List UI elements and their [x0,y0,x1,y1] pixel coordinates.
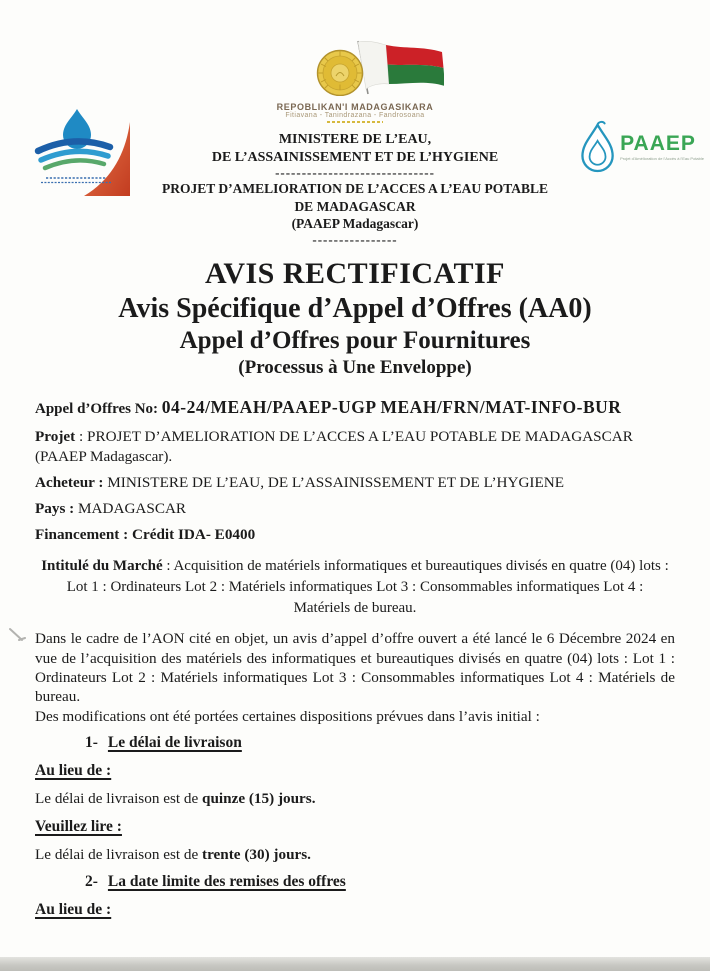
financement-label: Financement : Crédit IDA- E0400 [35,526,256,544]
modification-1-veuillez-line [35,845,675,865]
intitule-marche-label: Intitulé du Marché [41,558,163,575]
delai-trente-jours: trente (30) jours. [202,846,311,863]
project-name-line3: (PAAEP Madagascar) [291,216,419,232]
au-lieu-de-text: Au lieu de : [35,761,112,779]
intitule-marche-block [35,556,675,619]
emblem-divider [327,121,383,123]
pays-value: MADAGASCAR [74,500,187,518]
appel-offres-label: Appel d’Offres No: [35,401,162,418]
projet-value: : PROJET D’AMELIORATION DE L’ACCES A L’EAU POTABLE DE MADAGASCAR (PAAEP Madagascar). [35,428,633,466]
ministry-name-line1: MINISTERE DE L’EAU, [278,132,432,147]
paaep-logo-name: PAAEP [620,132,696,155]
header-divider-2: ---------------- [312,231,398,247]
modification-1-au-lieu-label [35,761,675,781]
financement-line [35,525,675,545]
modification-item-2 [85,872,675,892]
header-divider-1: ------------------------------ [275,165,435,180]
project-name-line1: PROJET D’AMELIORATION DE L’ACCES A L’EAU POTABLE [161,181,549,197]
ministry-name-line2: DE L’ASSAINISSEMENT ET DE L’HYGIENE [211,149,499,165]
scan-shadow-strip [0,957,710,971]
project-name-line2: DE MADAGASCAR [294,198,416,214]
document-title-block [0,256,710,380]
document-header [0,0,710,256]
acheteur-line [35,473,675,493]
emblem-motto: Fitiavana - Tanindrazana - Fandrosoana [285,112,425,119]
appel-offres-number-line [35,395,675,421]
modification-1-au-lieu-line [35,789,675,809]
modification-2-number: 2- [85,872,98,890]
acheteur-value: MINISTERE DE L’EAU, DE L’ASSAINISSEMENT ET DE L’HYGIENE [103,474,564,492]
delai-quinze-jours: quinze (15) jours. [202,790,316,808]
pays-label: Pays : [35,500,75,518]
title-appel-offres: Appel d’Offres pour Fournitures [179,326,531,354]
projet-label: Projet [35,428,76,446]
madagascar-flag-seal-icon [266,40,444,96]
pays-line [35,499,675,519]
projet-line [35,427,675,467]
delai-prefix: Le délai de livraison est de [35,790,203,808]
appel-offres-number: 04-24/MEAH/PAAEP-UGP MEAH/FRN/MAT-INFO-BUR [161,397,622,418]
acheteur-label: Acheteur : [35,474,104,492]
modification-2-title: La date limite des remises des offres [107,872,346,890]
veuillez-lire-text: Veuillez lire : [35,817,122,835]
paaep-logo [578,118,704,176]
title-avis-specifique: Avis Spécifique d’Appel d’Offres (AA0) [118,293,592,324]
body-paragraph-1: Dans le cadre de l’AON cité en objet, un avis d’appel d’offre ouvert a été lancé le 6 Décembre 2024 en vue de l’acquisition des matériels des informatiques et bureautiques divisés en quatre (04) lots : Lot 1 : Ordinateurs Lot 2 : Matériels informatiques Lot 3 : Consommables informatiques Lot 4 : Matériels de bureau. [35,630,675,706]
title-processus: (Processus à Une Enveloppe) [238,356,472,378]
title-avis-rectificatif: AVIS RECTIFICATIF [205,257,505,290]
emblem-title: REPOBLIKAN'I MADAGASIKARA [276,102,434,112]
national-emblem [235,40,475,123]
paaep-logo-tagline: Projet d'Amélioration de l'Accès à l'Eau Potable [620,156,704,161]
intitule-marche-value: : Acquisition de matériels informatiques et bureautiques divisés en quatre (04) lots : Lot 1 : Ordinateurs Lot 2 : Matériels informatiques Lot 3 : Consommables informatiques Lot 4 : Matériels de bureau. [66,558,669,617]
delai-prefix-2: Le délai de livraison est de [35,846,203,863]
modification-2-au-lieu-label [35,900,675,920]
body-paragraph-2: Des modifications ont été portées certaines dispositions prévues dans l’avis initial : [35,707,540,725]
pen-mark [7,626,33,650]
modification-1-title: Le délai de livraison [107,733,242,751]
modification-item-1 [85,733,675,753]
modification-1-number: 1- [85,733,98,751]
document-body [0,395,710,920]
modification-1-veuillez-label [35,817,675,837]
water-drop-icon [578,118,617,176]
au-lieu-de-text-2: Au lieu de : [35,900,112,918]
